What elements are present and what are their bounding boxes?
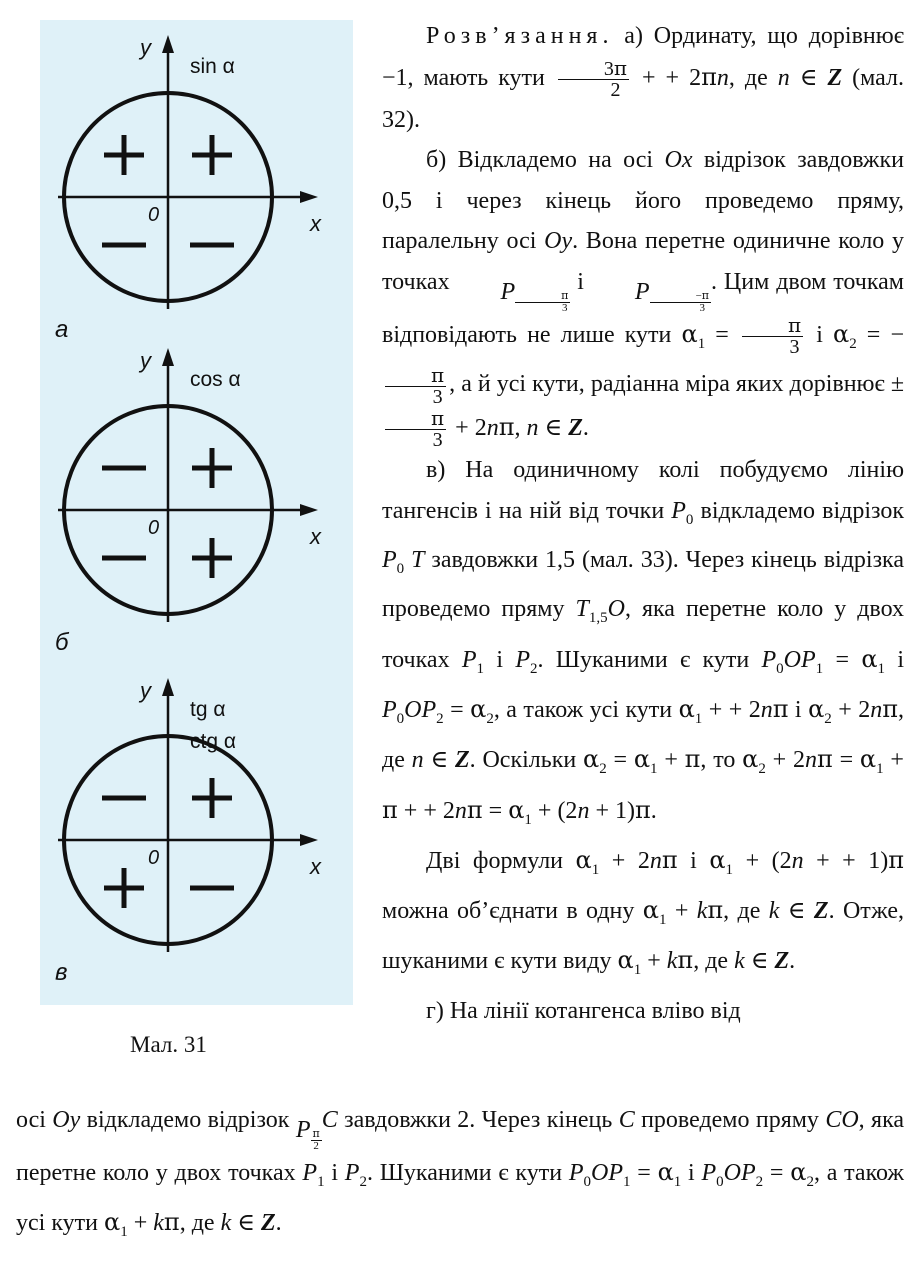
subfigure-letter: а	[55, 316, 69, 343]
origin-label: 0	[148, 847, 160, 869]
function-label: ctg α	[190, 730, 236, 753]
x-axis-label: x	[310, 211, 321, 236]
paragraph-a: Розв’язання. а) Ординату, що дорівнює −1, мають кути $\frac{3\pi}{2}$ + + 2πn, де n ∈ Z (мал. 32).	[382, 23, 904, 133]
x-axis-arrow-icon	[300, 834, 318, 846]
subfigure-letter: в	[55, 959, 68, 986]
origin-label: 0	[148, 204, 160, 226]
paragraph-g: осі Oy відкладемо відрізок P $\frac{\pi}{2}$ C завдовжки 2. Через кінець C проведемо пряму CO, яка перетне коло у двох точках $P_1$ і $P_2$. Шуканими є кути $P_0OP_1 = \alpha_1$ і $P_0OP_2 = \alpha_2$, а також усі кути $\alpha_1 + k\pi$, де k ∈ Z.	[16, 1107, 905, 1241]
y-axis-label: y	[140, 35, 151, 60]
subfigure-letter: б	[55, 629, 69, 656]
x-axis-label: x	[310, 524, 321, 549]
function-label: sin α	[190, 55, 235, 78]
paragraph-g-start: г) На лінії котангенса вліво від	[426, 997, 741, 1024]
function-label: cos α	[190, 368, 241, 391]
y-axis-label: y	[140, 348, 151, 373]
y-axis-label: y	[140, 678, 151, 703]
paragraph-v: в) На одиничному колі побудуємо лінію тангенсів і на ній від точки $P_0$ відкладемо відрізок $P_0$ T завдовжки 1,5 (мал. 33). Через кінець відрізка проведемо пряму $T_{1,5}O$, яка перетне коло у двох точках $P_1$ і $P_2$. Шуканими є кути $P_0OP_1 = \alpha_1$ і $P_0OP_2 = \alpha_2$, а також усі кути $\alpha_1$ + + 2nπ і $\alpha_2 + 2n\pi$, де n ∈ Z. Оскільки $\alpha_2 = \alpha_1 + \pi$, то $\alpha_2 + 2n\pi = \alpha_1 + \pi$ + + $2n\pi = \alpha_1 + (2n + 1)\pi$.	[382, 457, 905, 828]
function-label: tg α	[190, 698, 226, 721]
origin-label: 0	[148, 517, 160, 539]
x-axis-arrow-icon	[300, 191, 318, 203]
paragraph-formulas: Дві формули $\alpha_1 + 2n\pi$ і $\alpha_1 + (2n$ + + 1)π можна об’єднати в одну $\alpha_1 + k\pi$, де k ∈ Z. Отже, шуканими є кути виду $\alpha_1 + k\pi$, де k ∈ Z.	[382, 845, 904, 979]
figure-caption: Мал. 31	[130, 1032, 207, 1057]
x-axis-arrow-icon	[300, 504, 318, 516]
y-axis-arrow-icon	[162, 35, 174, 53]
x-axis-label: x	[310, 854, 321, 879]
y-axis-arrow-icon	[162, 678, 174, 696]
y-axis-arrow-icon	[162, 348, 174, 366]
solution-column	[382, 16, 904, 1031]
paragraph-b: б) Відкладемо на осі Ox відрізок завдовжки 0,5 і через кінець його проведемо пряму, паралельну осі Oy. Вона перетне одиничне коло у точках P $\frac{\pi}{3}$ і P $\frac{-\pi}{3}$ . Цим двом точкам відповідають не лише кути $\alpha_1$ = $\frac{\pi}{3}$ і $\alpha_2$ = − $\frac{\pi}{3}$ , а й усі кути, радіанна міра яких дорівнює ± $\frac{\pi}{3}$ + 2nπ, n ∈ Z.	[382, 147, 905, 452]
